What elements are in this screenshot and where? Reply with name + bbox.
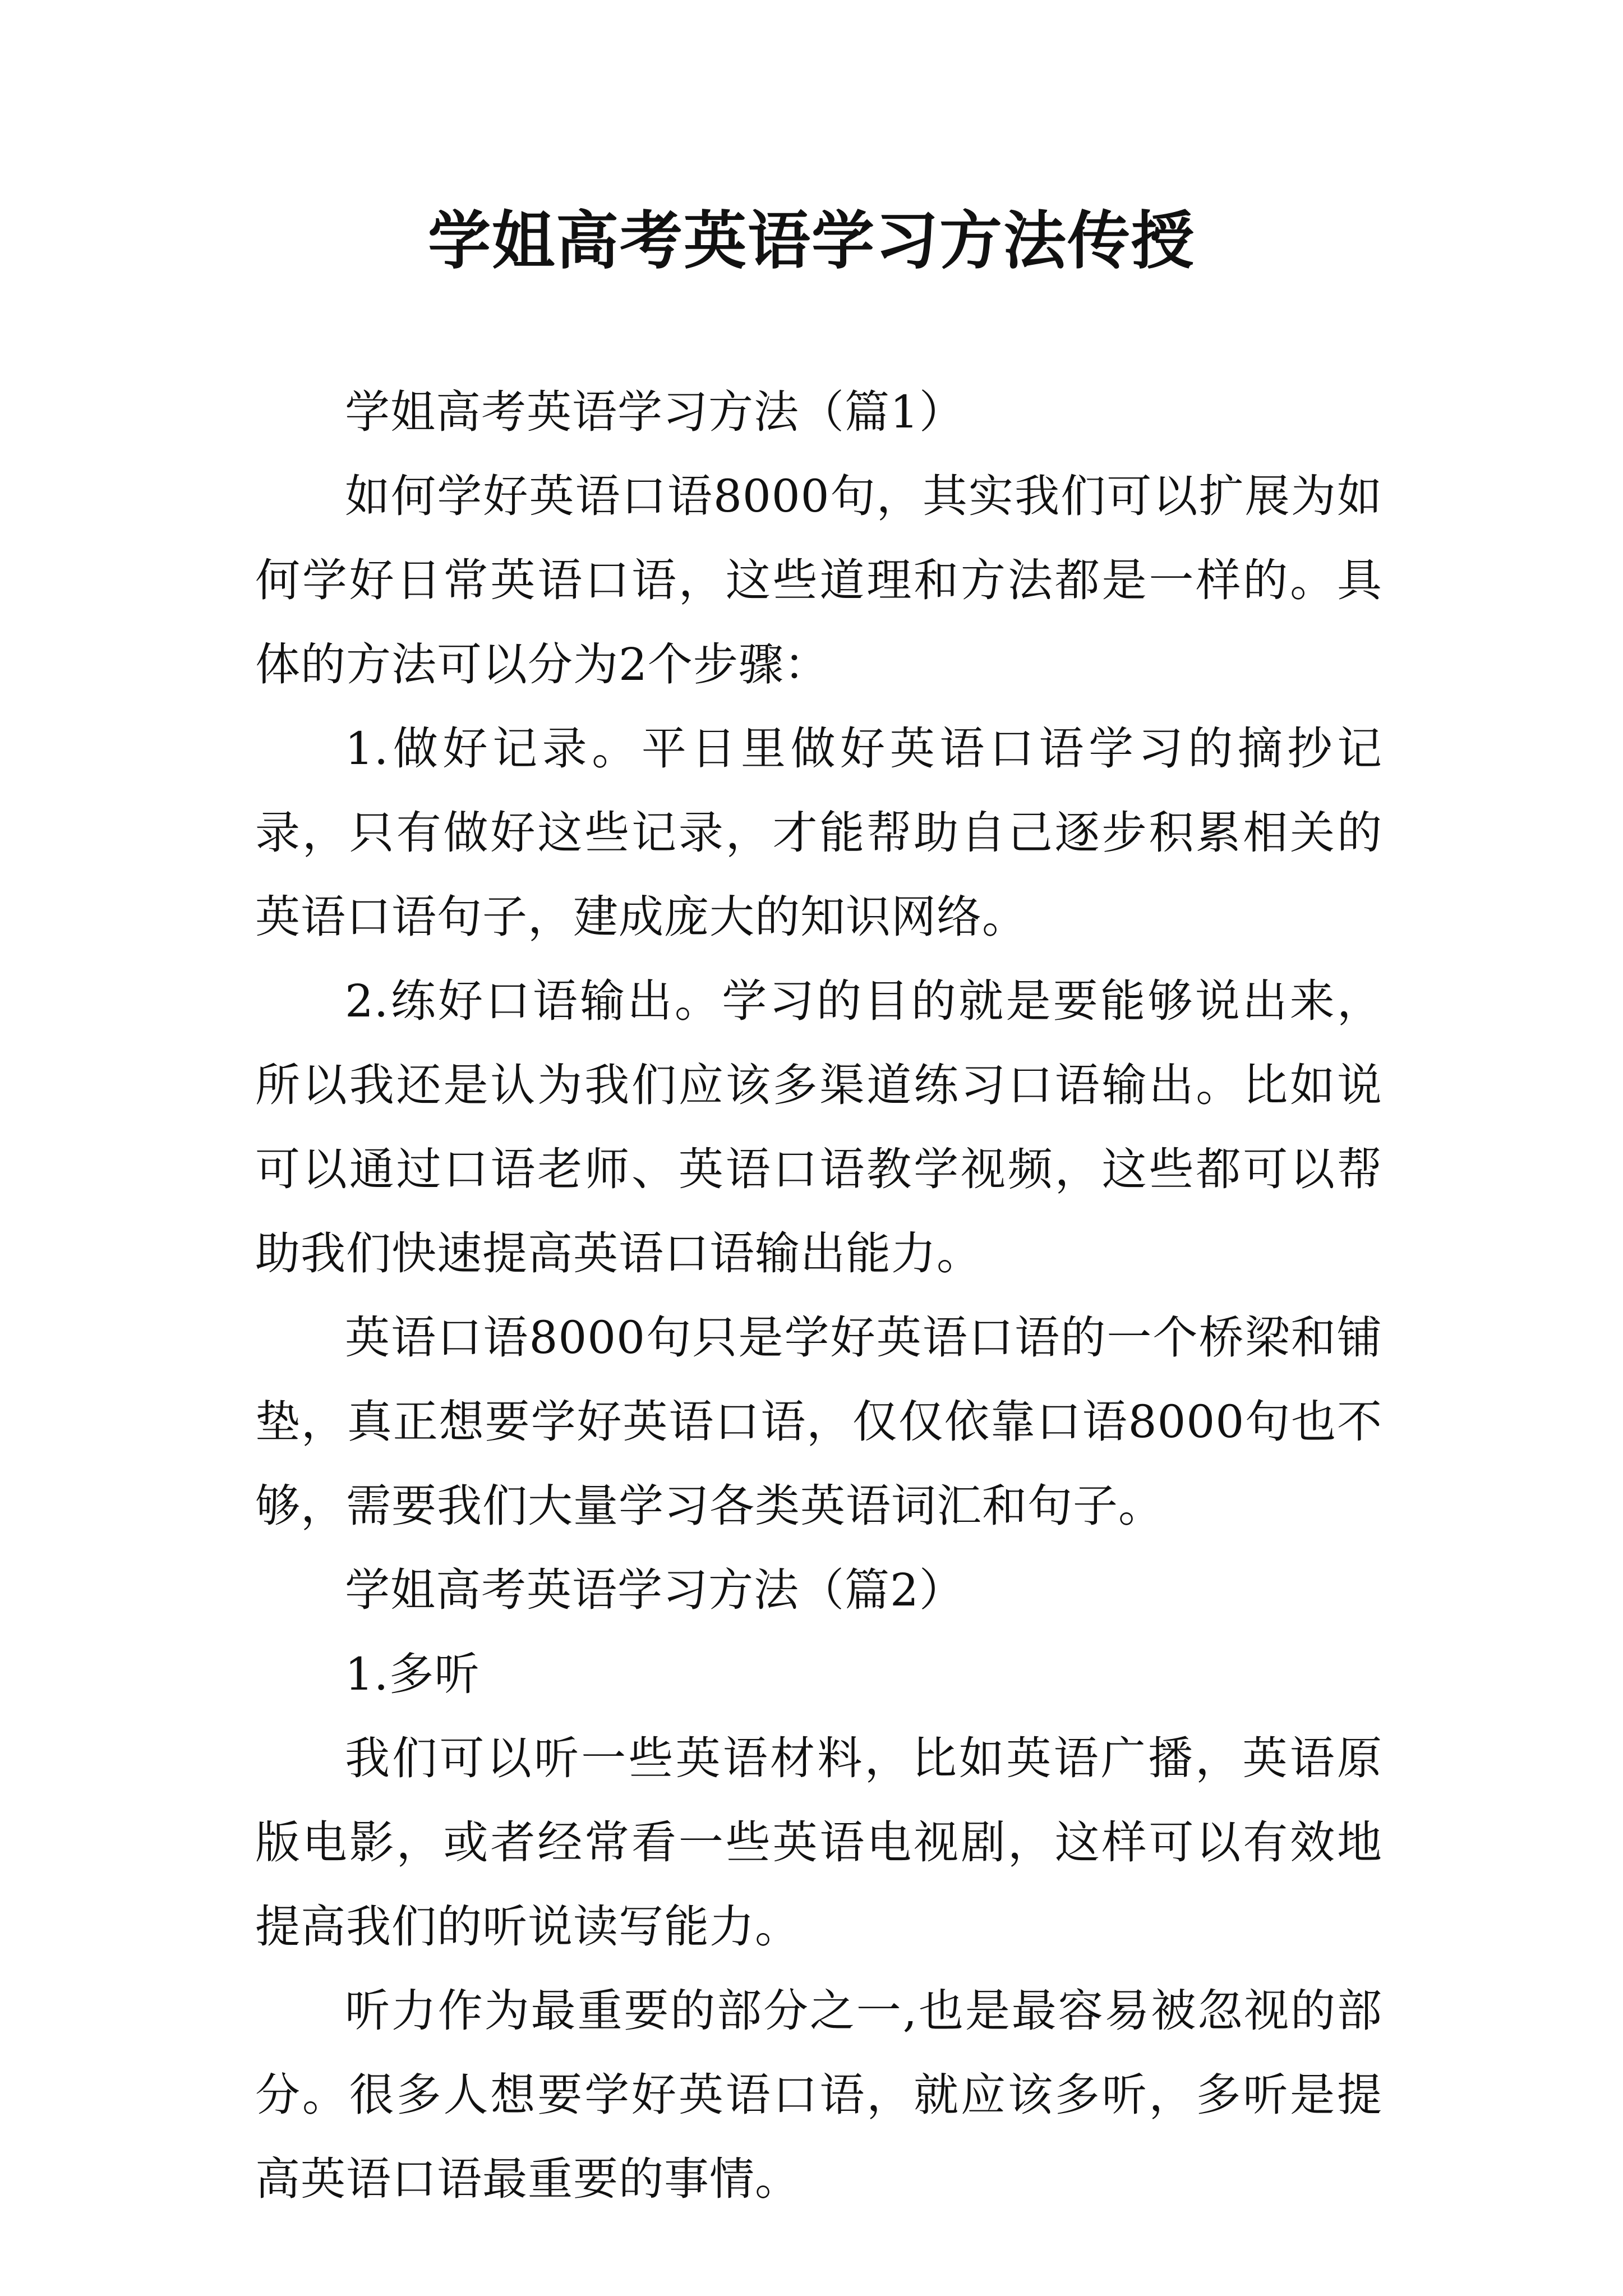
section-heading-2: 学姐高考英语学习方法（篇2）	[345, 1564, 965, 1616]
paragraph-summary: 英语口语8000句只是学好英语口语的一个桥梁和铺垫，真正想要学好英语口语，仅仅依靠口语8000句也不够，需要我们大量学习各类英语词汇和句子。	[255, 1312, 1382, 1532]
paragraph-step-2: 2.练好口语输出。学习的目的就是要能够说出来，所以我还是认为我们应该多渠道练习口语输出。比如说可以通过口语老师、英语口语教学视频，这些都可以帮助我们快速提高英语口语输出能力。	[255, 975, 1382, 1280]
subheading-listen: 1.多听	[345, 1648, 480, 1700]
paragraph-listen-materials: 我们可以听一些英语材料，比如英语广播，英语原版电影，或者经常看一些英语电视剧，这样可以有效地提高我们的听说读写能力。	[255, 1732, 1382, 1953]
document-title: 学姐高考英语学习方法传授	[428, 204, 1195, 278]
document-body	[255, 370, 1382, 2221]
section-heading-1: 学姐高考英语学习方法（篇1）	[345, 386, 965, 438]
paragraph-listen-importance: 听力作为最重要的部分之一,也是最容易被忽视的部分。很多人想要学好英语口语，就应该多听，多听是提高英语口语最重要的事情。	[255, 1985, 1382, 2205]
paragraph-step-1: 1.做好记录。平日里做好英语口语学习的摘抄记录，只有做好这些记录，才能帮助自己逐步积累相关的英语口语句子，建成庞大的知识网络。	[255, 723, 1382, 943]
paragraph-intro: 如何学好英语口语8000句，其实我们可以扩展为如何学好日常英语口语，这些道理和方法都是一样的。具体的方法可以分为2个步骤：	[255, 470, 1382, 691]
